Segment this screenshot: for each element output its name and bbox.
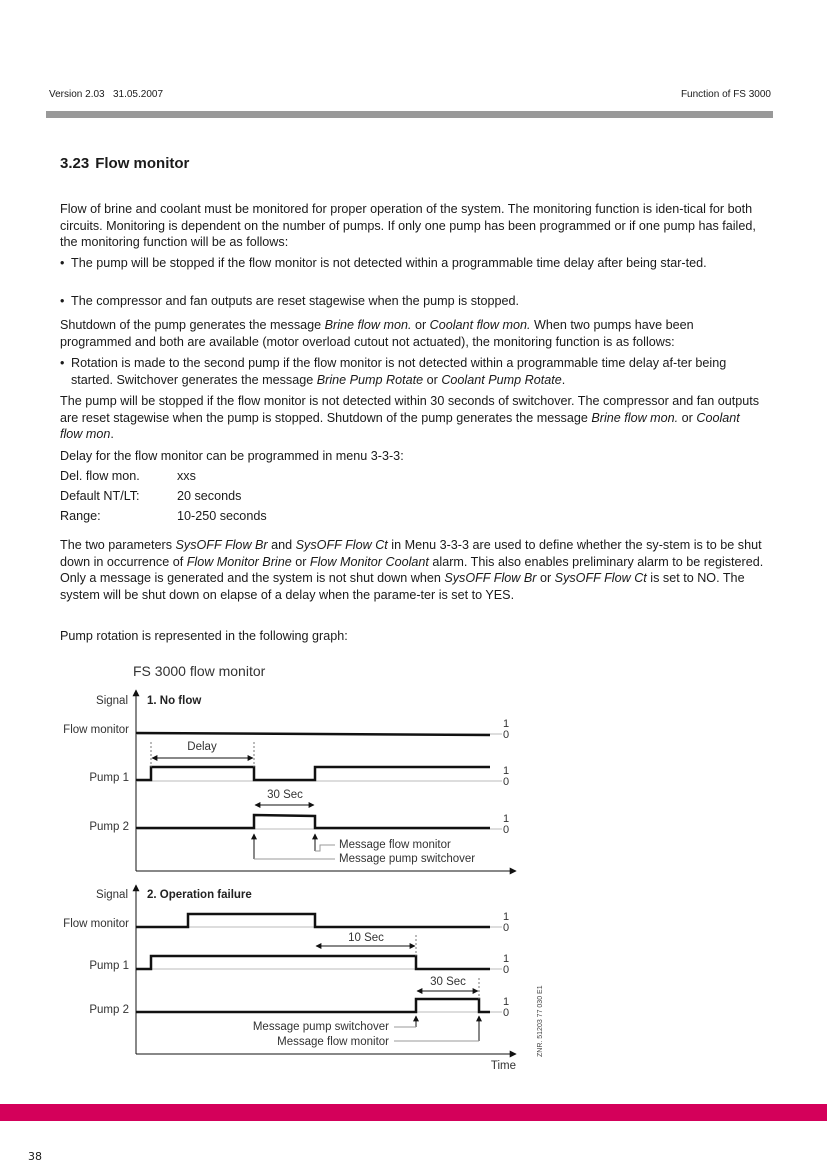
text-run: alarm. This also enables preliminary alarm to be registered. Only a message is generated and the system is not shut down when — [60, 554, 764, 585]
level-high: 1 — [503, 911, 510, 923]
version-date: 31.05.2007 — [112, 89, 164, 100]
drawing-reference: ZNR. 51203 77 030 E1 — [537, 985, 544, 1057]
message-leader — [315, 845, 335, 851]
level-low: 0 — [503, 824, 510, 836]
signal-label: Signal — [96, 889, 128, 901]
level-high: 1 — [503, 953, 510, 965]
paragraph-1: Flow of brine and coolant must be monitored for proper operation of the system. The monitoring function is iden-tical for both circuits. Monitoring is dependent on the number of pumps. If only one pump has been programmed or if one pump has failed, the monitoring function will be as follows: — [60, 202, 756, 249]
signal-flow-monitor — [136, 733, 490, 735]
diagram-operation-failure — [63, 885, 516, 1072]
alarm-name: Flow Monitor Brine — [186, 554, 292, 569]
signal-pump-2 — [136, 815, 490, 828]
level-high: 1 — [503, 765, 510, 777]
paragraph-5 — [60, 537, 765, 603]
bullet-dot: • — [60, 356, 65, 370]
header-title: Function of FS 3000 — [680, 89, 771, 100]
parameter-key: Range: — [60, 509, 101, 523]
row-label-pump-1: Pump 1 — [89, 772, 129, 784]
header-divider — [46, 111, 773, 118]
section-heading — [60, 155, 189, 172]
level-high: 1 — [503, 813, 510, 825]
signal-label: Signal — [96, 695, 128, 707]
text-run: Rotation is made to the second pump if the flow monitor is not detected within a programmable time delay af-ter being started. Switchover generates the message — [71, 356, 727, 387]
message-name: Coolant flow mon. — [429, 318, 531, 332]
bullet-dot: • — [60, 256, 65, 270]
parameter-row — [60, 486, 765, 506]
bullet-text: The compressor and fan outputs are reset stagewise when the pump is stopped. — [71, 294, 520, 308]
parameter-key: Del. flow mon. — [60, 469, 140, 483]
message-flow-monitor: Message flow monitor — [339, 839, 451, 851]
paragraph-3 — [60, 393, 765, 443]
version-number: Version 2.03 — [49, 89, 105, 100]
bullet-text: The pump will be stopped if the flow monitor is not detected within a programmable time delay after being star-ted. — [71, 256, 707, 270]
parameter-value: 20 seconds — [177, 489, 242, 503]
diagram-no-flow — [63, 690, 516, 871]
signal-pump-1 — [136, 956, 490, 969]
bullet-dot: • — [60, 294, 65, 308]
signal-pump-1 — [136, 767, 490, 780]
text-run: Shutdown of the pump generates the message — [60, 318, 325, 332]
row-label-flow-monitor: Flow monitor — [63, 724, 129, 736]
text-run: The pump will be stopped if the flow monitor is not detected within 30 seconds of switchover. The compressor and fan outputs are reset stagewise when the pump is stopped. Shutdown of the pump generates the message — [60, 394, 760, 425]
text-run: or — [678, 410, 697, 425]
alarm-name: Flow Monitor Coolant — [309, 554, 429, 569]
timing-diagram-figure — [40, 650, 560, 1080]
row-label-pump-2: Pump 2 — [89, 1004, 129, 1016]
level-low: 0 — [503, 922, 510, 934]
row-label-pump-2: Pump 2 — [89, 821, 129, 833]
message-name: Brine Pump Rotate — [316, 372, 424, 387]
text-run: The two parameters — [60, 538, 176, 552]
parameter-row — [60, 506, 765, 526]
time-axis-label: Time — [490, 1060, 516, 1072]
parameter-table — [60, 466, 765, 526]
text-run: in Menu 3-3-3 are used to define whether the sy-stem is to be shut down in occurrence of — [60, 538, 762, 569]
section-number: 3.23 — [60, 155, 90, 172]
level-low: 0 — [503, 776, 510, 788]
footer-bar — [0, 1104, 827, 1121]
parameter-name: SysOFF Flow Ct — [554, 571, 647, 585]
page-number: 38 — [28, 1150, 42, 1163]
paragraph-6 — [60, 628, 765, 645]
text-run: . — [110, 427, 114, 441]
parameter-name: SysOFF Flow Br — [175, 538, 268, 552]
parameter-value: xxs — [177, 469, 196, 483]
bullet-item — [60, 355, 765, 388]
text-run: or — [291, 554, 310, 569]
text-run: When two pumps have been programmed and both are available (motor overload cutout not actuated), the monitoring function is as follows: — [60, 318, 694, 349]
section-title: Flow monitor — [95, 155, 190, 172]
level-high: 1 — [503, 718, 510, 730]
text-run: or — [411, 318, 430, 332]
interval-label: 30 Sec — [430, 976, 466, 988]
text-run: . — [561, 372, 566, 387]
message-name: Brine flow mon. — [591, 410, 679, 425]
message-pump-switchover: Message pump switchover — [252, 1021, 389, 1033]
message-flow-monitor: Message flow monitor — [277, 1036, 389, 1048]
text-run: is set to NO. The system will be shut down on elapse of a delay when the parame-ter is set to YES. — [60, 571, 745, 602]
level-low: 0 — [503, 964, 510, 976]
level-low: 0 — [503, 729, 510, 741]
signal-pump-2 — [136, 999, 490, 1012]
parameter-key: Default NT/LT: — [60, 489, 140, 503]
delay-label: Delay — [187, 741, 217, 753]
interval-label: 10 Sec — [348, 932, 384, 944]
text-run: or — [423, 372, 442, 387]
graph-intro: Pump rotation is represented in the following graph: — [60, 629, 348, 643]
level-low: 0 — [503, 1007, 510, 1019]
message-name: Brine flow mon. — [324, 318, 412, 332]
figure-title: FS 3000 flow monitor — [133, 663, 266, 679]
parameter-value: 10-250 seconds — [177, 509, 267, 523]
diagram-heading: 2. Operation failure — [147, 889, 252, 901]
paragraph-2 — [60, 317, 765, 350]
paragraph-intro — [60, 201, 765, 251]
bullet-item — [60, 293, 765, 310]
menu-note: Delay for the flow monitor can be programmed in menu 3-3-3: — [60, 449, 404, 463]
paragraph-4 — [60, 448, 765, 465]
text-run: or — [536, 571, 555, 585]
parameter-name: SysOFF Flow Br — [444, 571, 537, 585]
diagram-heading: 1. No flow — [147, 695, 202, 707]
message-name: Coolant Pump Rotate — [441, 372, 562, 387]
row-label-pump-1: Pump 1 — [89, 960, 129, 972]
header-version — [49, 89, 163, 100]
parameter-row — [60, 466, 765, 486]
interval-label: 30 Sec — [267, 789, 303, 801]
parameter-name: SysOFF Flow Ct — [295, 538, 388, 552]
text-run: and — [267, 538, 296, 552]
message-name: Coolant flow mon — [60, 410, 740, 441]
level-high: 1 — [503, 996, 510, 1008]
bullet-item — [60, 255, 765, 272]
row-label-flow-monitor: Flow monitor — [63, 918, 129, 930]
signal-flow-monitor — [136, 914, 490, 927]
message-pump-switchover: Message pump switchover — [339, 853, 476, 865]
